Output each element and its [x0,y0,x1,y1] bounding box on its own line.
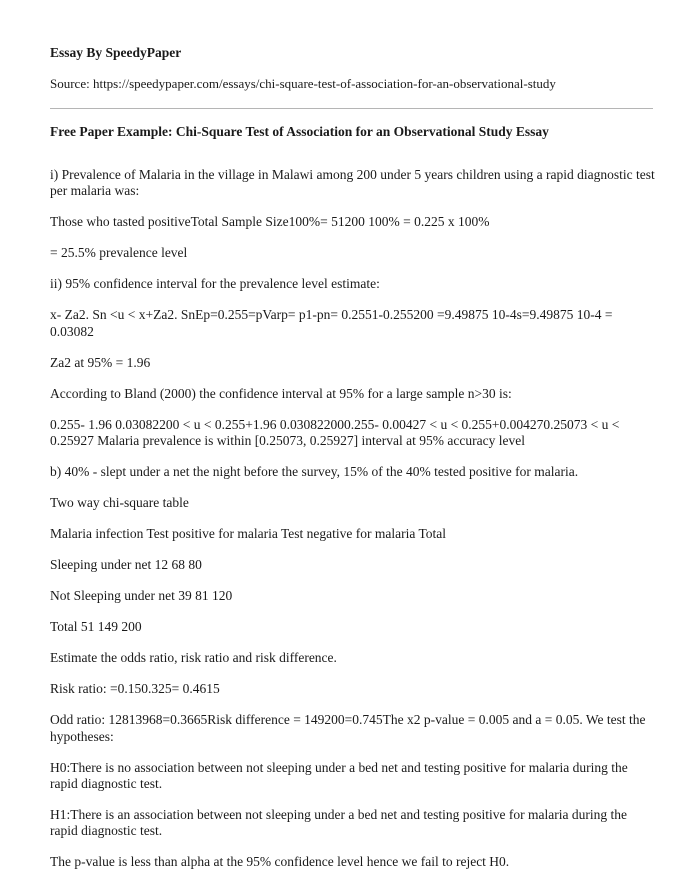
paragraph-ci-result: 0.255- 1.96 0.03082200 < u < 0.255+1.96 0.030822000.255- 0.00427 < u < 0.255+0.004270.25073 < u < 0.25927 Malaria prevalence is within [0.25073, 0.25927] interval at 95% accuracy level [50,416,620,449]
paragraph-za2: Za2 at 95% = 1.96 [50,354,151,370]
paragraph-odds-ratio: Odd ratio: 12813968=0.3665Risk difference = 149200=0.745The x2 p-value = 0.005 and a = 0.05. We test the hypotheses: [50,712,646,744]
document-page [50,44,655,885]
paragraph-prevalence-formula: Those who tasted positiveTotal Sample Size100%= 51200 100% = 0.225 x 100% [50,214,490,230]
table-row-total: Total 51 149 200 [50,619,142,635]
paragraph-estimate: Estimate the odds ratio, risk ratio and risk difference. [50,650,337,666]
paper-title: Free Paper Example: Chi-Square Test of Association for an Observational Study Essay [50,124,549,139]
paragraph-prevalence-intro: i) Prevalence of Malaria in the village in Malawi among 200 under 5 years children using a rapid diagnostic test per malaria was: [50,167,655,199]
header-divider [50,108,653,109]
paragraph-table-heading: Two way chi-square table [50,495,189,511]
source-line: Source: https://speedypaper.com/essays/chi-square-test-of-association-for-an-observational-study [50,76,556,91]
paragraph-bland: According to Bland (2000) the confidence interval at 95% for a large sample n>30 is: [50,385,512,401]
paragraph-net-survey: b) 40% - slept under a net the night before the survey, 15% of the 40% tested positive for malaria. [50,464,579,480]
paragraph-prevalence-result: = 25.5% prevalence level [50,245,188,261]
essay-brand-title: Essay By SpeedyPaper [50,45,182,60]
paragraph-h1: H1:There is an association between not sleeping under a bed net and testing positive for malaria during the rapid diagnostic test. [50,807,627,839]
paragraph-ci-heading: ii) 95% confidence interval for the prevalence level estimate: [50,276,380,292]
table-header-row: Malaria infection Test positive for malaria Test negative for malaria Total [50,526,447,542]
table-row-not-sleeping: Not Sleeping under net 39 81 120 [50,588,233,604]
paragraph-h0: H0:There is no association between not sleeping under a bed net and testing positive for malaria during the rapid diagnostic test. [50,759,628,792]
paragraph-conclusion: The p-value is less than alpha at the 95% confidence level hence we fail to reject H0. [50,854,510,870]
paragraph-ci-formula: x- Za2. Sn <u < x+Za2. SnEp=0.255=pVarp= p1-pn= 0.2551-0.255200 =9.49875 10-4s=9.49875 10-4 = 0.03082 [50,307,613,339]
table-row-sleeping: Sleeping under net 12 68 80 [50,557,202,573]
paragraph-risk-ratio: Risk ratio: =0.150.325= 0.4615 [50,681,220,697]
